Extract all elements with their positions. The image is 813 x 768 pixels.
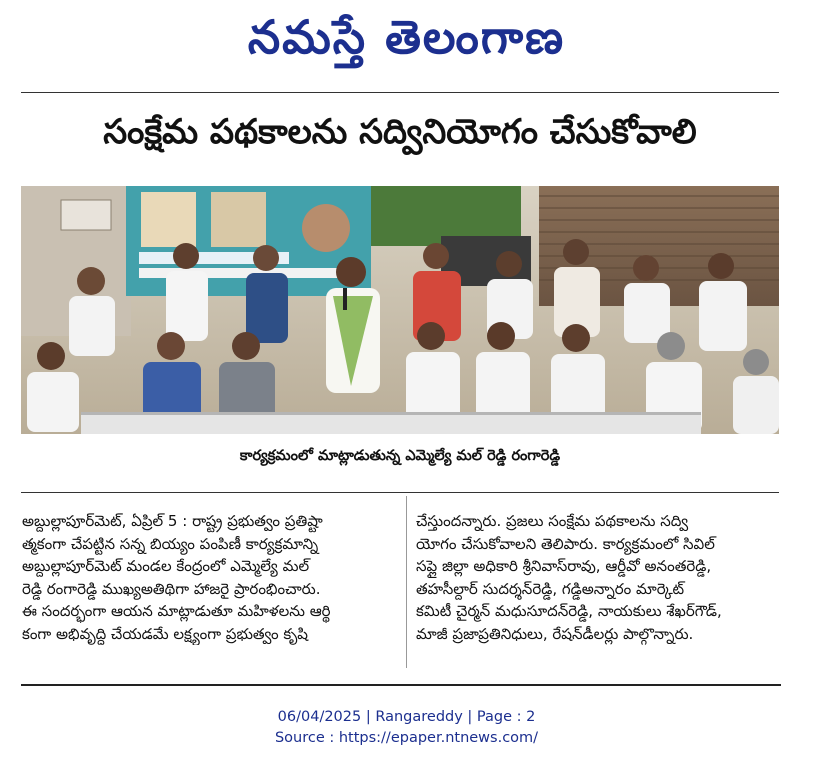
body-line: ఈ సందర్భంగా ఆయన మాట్లాడుతూ మహిళలను ఆర్థి	[22, 602, 331, 620]
body-line: కంగా అభివృద్ధి చేయడమే లక్ష్యంగా ప్రభుత్వం కృషి	[22, 624, 308, 643]
body-line: అబ్దుల్లాపూర్‌మెట్, ఏప్రిల్ 5 : రాష్ట్ర ప్రభుత్వం ప్రతిష్టా	[22, 512, 323, 530]
article-headline: సంక్షేమ పథకాలను సద్వినియోగం చేసుకోవాలి	[103, 112, 697, 152]
body-line: మాజీ ప్రజాప్రతినిధులు, రేషన్‌డీలర్లు పాల్గొన్నారు.	[416, 624, 694, 643]
article-body-right-column	[416, 510, 780, 645]
clipping-bottom-edge	[21, 684, 781, 686]
body-line: కమిటీ చైర్మన్ మధుసూదన్‌రెడ్డి, నాయకులు శేఖర్‌గౌడ్,	[416, 602, 722, 620]
body-line: చేస్తుందన్నారు. ప్రజలు సంక్షేమ పథకాలను సద్వి	[416, 512, 689, 530]
body-line: రెడ్డి రంగారెడ్డి ముఖ్యఅతిథిగా హాజరై ప్రారంభించారు.	[22, 579, 321, 598]
newspaper-masthead	[0, 6, 813, 68]
event-photo-illustration	[21, 186, 779, 434]
body-line: అబ్దుల్లాపూర్‌మెట్ మండల కేంద్రంలో ఎమ్మెల్యే మల్	[22, 557, 310, 575]
article-photo	[21, 186, 779, 434]
article-body-left-column	[22, 510, 400, 645]
masthead-divider	[21, 92, 779, 93]
body-line: యోగం చేసుకోవాలని తెలిపారు. కార్యక్రమంలో సివిల్	[416, 534, 715, 553]
body-line: సప్లై జిల్లా అధికారి శ్రీనివాస్‌రావు, ఆర్డీవో అనంతరెడ్డి,	[416, 557, 712, 575]
caption-divider	[21, 492, 779, 493]
body-line: త్మకంగా చేపట్టిన సన్న బియ్యం పంపిణీ కార్యక్రమాన్ని	[22, 534, 319, 553]
newspaper-logo: నమస్తే తెలంగాణ	[247, 10, 566, 64]
footer-source: Source : https://epaper.ntnews.com/	[274, 730, 539, 746]
body-line: తహసీల్దార్ సుదర్శన్‌రెడ్డి, గడ్డిఅన్నారం మార్కెట్	[416, 579, 685, 598]
photo-caption: కార్యక్రమంలో మాట్లాడుతున్న ఎమ్మెల్యే మల్ రెడ్డి రంగారెడ్డి	[239, 448, 561, 464]
footer-date-edition: 06/04/2025 | Rangareddy | Page : 2	[277, 709, 536, 725]
column-separator	[406, 496, 407, 668]
